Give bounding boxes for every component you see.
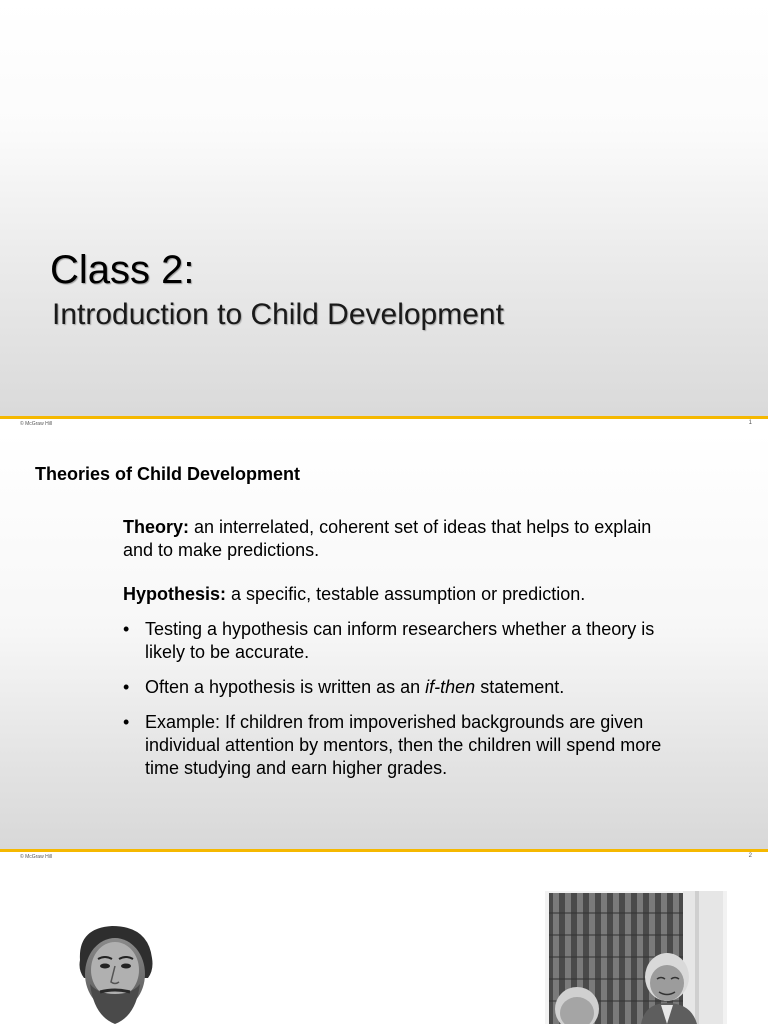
bullet-icon: • bbox=[123, 677, 130, 697]
hypothesis-definition bbox=[123, 583, 663, 606]
list-item bbox=[123, 711, 663, 780]
list-item bbox=[123, 618, 663, 664]
bullet-icon: • bbox=[123, 619, 130, 639]
slide-2 bbox=[0, 432, 768, 865]
theory-definition bbox=[123, 516, 663, 562]
list-item bbox=[123, 676, 663, 699]
slide-footer bbox=[0, 416, 768, 432]
bullet-text: statement. bbox=[475, 677, 565, 697]
hypothesis-term: Hypothesis: bbox=[123, 584, 227, 604]
page-number: 2 bbox=[748, 853, 752, 859]
page-number: 1 bbox=[748, 420, 752, 426]
slide-footer bbox=[0, 849, 768, 865]
photo-two-elderly-people bbox=[545, 891, 727, 1024]
slide-body bbox=[123, 516, 663, 792]
bullet-text: Example: If children from impoverished backgrounds are given individual attention by mentors, then the children will spend more time studying and earn higher grades. bbox=[145, 712, 662, 778]
slide-title: Theories of Child Development bbox=[35, 464, 301, 484]
bullet-icon: • bbox=[123, 712, 130, 732]
footer-copyright: © McGraw Hill bbox=[20, 854, 53, 860]
portrait-photo bbox=[60, 920, 170, 1024]
theory-text: an interrelated, coherent set of ideas that helps to explain and to make predictions. bbox=[123, 517, 652, 560]
theory-term: Theory: bbox=[123, 517, 190, 537]
hypothesis-text: a specific, testable assumption or prediction. bbox=[226, 584, 586, 604]
slide-1 bbox=[0, 0, 768, 432]
bullet-text: Often a hypothesis is written as an bbox=[145, 677, 426, 697]
slide-3 bbox=[0, 865, 768, 1024]
slide-background bbox=[0, 0, 768, 432]
bullet-italic-text: if-then bbox=[425, 677, 476, 697]
slide-subtitle: Introduction to Child Development bbox=[52, 298, 504, 331]
slide-title: Class 2: bbox=[50, 248, 195, 292]
footer-copyright: © McGraw Hill bbox=[20, 421, 53, 427]
bullet-text: Testing a hypothesis can inform researchers whether a theory is likely to be accurate. bbox=[145, 619, 655, 662]
bullet-list bbox=[123, 618, 663, 780]
